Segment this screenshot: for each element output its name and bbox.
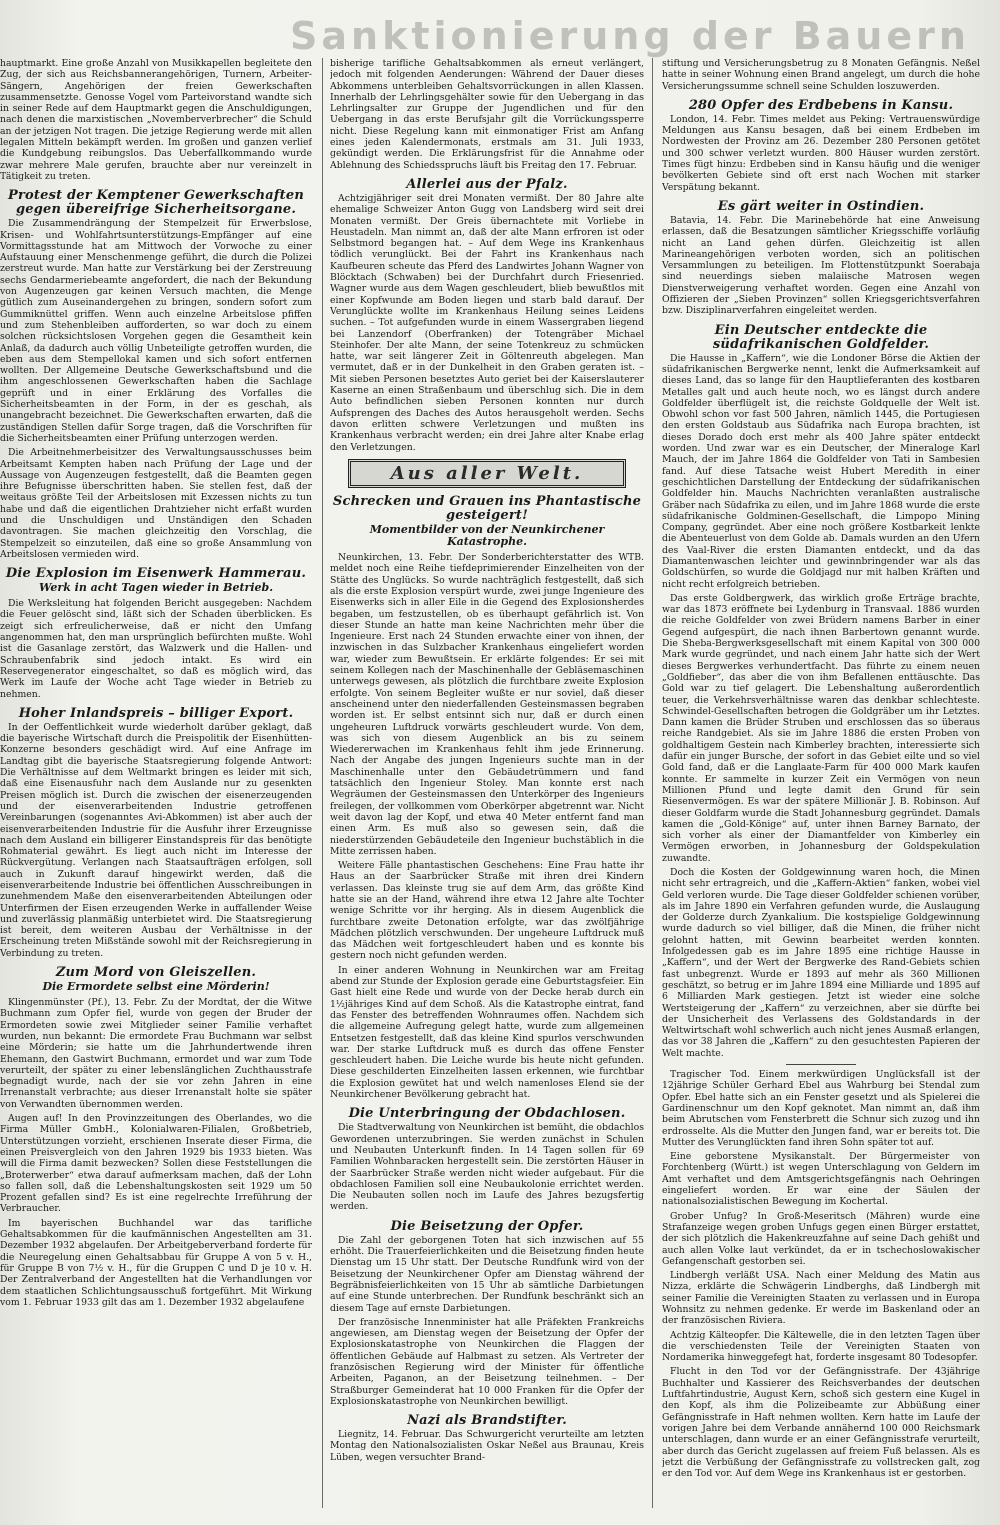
col3-p3: Batavia, 14. Febr. Die Marinebehörde hat eine Anweisung erlassen, daß die Besatzungen sämtlicher Kriegsschiffe vorläufig nicht an Land gehen dürfen. Gleichzeitig ist allen Marineangehörigen verboten worden, sich an politischen Versammlungen zu beteiligen. Im Flottenstützpunkt Soerabaja sind neuerdings sieben malaiische Matrosen wegen Dienstverweigerung verhaftet worden. Gegen eine Anzahl von Offizieren der „Sieben Provinzen“ sollen Kriegsgerichtsverfahren bzw. Disziplinarverfahren eingeleitet werden. xyxy=(662,214,980,317)
col3-p6: Doch die Kosten der Goldgewinnung waren hoch, die Minen nicht sehr ertragreich, und die „Kaffern-Aktien“ fanken, wobei viel Geld verloren wurde. Die Tage dieser Goldfelder schienen vorüber, als im Jahre 1890 ein Verfahren gefunden wurde, die Auslaugung der Golderze durch Zyankalium. Die kostspielige Goldgewinnung wurde dadurch so viel billiger, daß die Minen, die früher nicht gelohnt hatten, mit Gewinn bearbeitet werden konnten. Infolgedessen gab es im Jahre 1895 eine richtige Hausse in „Kaffern“, und der Wert der Bergwerke des Rand-Gebiets schien fast unbegrenzt. Wurde er 1893 auf mehr als 360 Millionen geschätzt, so betrug er im Jahre 1894 eine Milliarde und 1895 auf 6 Milliarden Mark gestiegen. Jetzt ist wieder eine solche Wertsteigerung der „Kaffern“ zu verzeichnen, aber sie dürfte bei der Unsicherheit des Verlassens des Goldstandards in der Weltwirtschaft wohl schwerlich auch nicht jenes Ausmaß erlangen, das vor 38 Jahren die „Kaffern“ zu den gesuchtesten Papieren der Welt machte. xyxy=(662,867,980,1059)
column-3 xyxy=(662,58,980,1518)
col2-p9: Liegnitz, 14. Februar. Das Schwurgericht verurteilte am letzten Montag den Nationalsozialisten Oskar Neßel aus Braunau, Kreis Lüben, wegen versuchter Brand- xyxy=(330,1429,644,1463)
col1-p7: Im bayerischen Buchhandel war das tarifliche Gehaltsabkommen für die kaufmännischen Angestellten am 31. Dezember 1932 abgelaufen. Der Arbeitgeberverband forderte für die Neuregelung einen Gehaltsabbau für Gruppe A von 5 v. H., für Gruppe B von 7½ v. H., für die Gruppen C und D je 10 v. H. Der Zentralverband der Angestellten hat die Verhandlungen vor dem staatlichen Schlichtungsausschuß fortgeführt. Mit Wirkung vom 1. Februar 1933 gilt das am 1. Dezember 1932 abgelaufene xyxy=(0,1217,312,1308)
headline-explosion-hammerau: Die Explosion im Eisenwerk Hammerau. xyxy=(5,566,307,582)
masthead: Sanktionierung der Bauern xyxy=(290,14,970,58)
divider xyxy=(786,1064,856,1065)
headline-obdachlose: Die Unterbringung der Obdachlosen. xyxy=(348,1106,626,1122)
col1-p5: Klingenmünster (Pf.), 13. Febr. Zu der Mordtat, der die Witwe Buchmann zum Opfer fiel, wurde von gegen der Bruder der Ermordeten sowie zwei Mitglieder seiner Familie verhaftet wurden, nun bekannt: Die ermordete Frau Buchmann war selbst eine Mörderin; sie hatte um die Jahrhundertwende ihren Ehemann, den Gastwirt Buchmann, ermordet und war zum Tode verurteilt, der später zu einer lebenslänglichen Zuchthausstrafe begnadigt wurde, nach der sie vor zehn Jahren in eine Irrenanstalt verbrachte; aus dieser Irrenanstalt holte sie später von Verwandten übernommen werden. xyxy=(0,997,312,1110)
column-2 xyxy=(330,58,644,1518)
col1-intro: hauptmarkt. Eine große Anzahl von Musikkapellen begleitete den Zug, der sich aus Reichsbannerangehörigen, Turnern, Arbeiter-Sängern, Angehörigen der freien Gewerkschaften zusammensetzte. Genosse Vogel vom Parteivorstand wandte sich in seiner Rede auf dem Hauptmarkt gegen die Anschuldigungen, nach denen die marxistischen „Novemberverbrecher“ die Schuld an der jetzigen Not tragen. Die jetzige Regierung werde mit allen legalen Mitteln bekämpft werden. Im großen und ganzen verlief die Kundgebung reibungslos. Das Ueberfallkommando wurde zwar mehrere Male gerufen, brauchte aber nur vereinzelt in Tätigkeit zu treten. xyxy=(0,58,312,182)
headline-ostindien: Es gärt weiter in Ostindien. xyxy=(717,198,925,214)
col2-p1: bisherige tarifliche Gehaltsabkommen als erneut verlängert, jedoch mit folgenden Aenderungen: Während der Dauer dieses Abkommens unterbleiben Gehaltsvorrückungen in allen Klassen. Innerhalb der Lehrlingsgehälter sowie für den Uebergang in das Lehrlingsalter zur Gruppe der Jugendlichen und für den Uebergang in das erste Berufsjahr gilt die Vorrückungssperre nicht. Diese Regelung kann mit einmonatiger Frist am Anfang eines jeden Kalendermonats, erstmals am 31. Juli 1933, gekündigt werden. Die Erklärungsfrist für die Annahme oder Ablehnung des Schiedsspruchs läuft bis Freitag den 17. Februar. xyxy=(330,58,644,171)
headline-nazi-brandstifter: Nazi als Brandstifter. xyxy=(407,1413,567,1429)
col3-p1: stiftung und Versicherungsbetrug zu 8 Monaten Gefängnis. Neßel hatte in seiner Wohnung einen Brand angelegt, um durch die hohe Versicherungssumme schnell seine Schulden loszuwerden. xyxy=(662,58,980,92)
col1-p6: Augen auf! In den Provinzzeitungen des Oberlandes, wo die Firma Müller GmbH., Kolonialwaren-Filialen, Großbetrieb, Unterstützungen vorzieht, erschienen Inserate dieser Firma, die einen Preisvergleich von den Jahren 1929 bis 1933 bieten. Was will die Firma damit bezwecken? Sollen diese Feststellungen die „Broterwerber“ etwa darauf aufmerksam machen, daß der Lohn so fallen soll, daß die Lebenshaltungskosten seit 1929 um 50 Prozent gefallen sind? Es ist eine regelrechte Irreführung der Verbraucher. xyxy=(0,1113,312,1215)
headline-protest: Protest der Kemptener Gewerkschaften gegen übereifrige Sicherheitsorgane. xyxy=(8,188,304,218)
col2-p8: Der französische Innenminister hat alle Präfekten Frankreichs angewiesen, am Dienstag wegen der Beisetzung der Opfer der Explosionskatastrophe von Neunkirchen die Flaggen der öffentlichen Gebäude auf Halbmast zu setzen. Als Vertreter der französischen Regierung wird der Minister für öffentliche Arbeiten, Paganon, an der Beisetzung teilnehmen. – Der Straßburger Gemeinderat hat 10 000 Franken für die Opfer der Explosionskatastrophe von Neunkirchen bewilligt. xyxy=(330,1316,644,1407)
headline-allerlei: Allerlei aus der Pfalz. xyxy=(406,176,568,192)
subhead-ermordete: Die Ermordete selbst eine Mörderin! xyxy=(42,980,270,994)
subhead-momentbilder: Momentbilder von der Neunkirchener Katastrophe. xyxy=(369,523,605,549)
col2-p5: In einer anderen Wohnung in Neunkirchen war am Freitag abend zur Stunde der Explosion gerade eine Geburtstagsfeier. Ein Gast hielt eine Rede und wurde von der Decke herab durch ein 1½jähriges Kind auf dem Schoß. Als die Katastrophe eintrat, fand das Fenster des betreffenden Wohnraumes offen. Nachdem sich die allgemeine Aufregung gelegt hatte, wurde zum allgemeinen Entsetzen festgestellt, daß das kleine Kind spurlos verschwunden war. Der starke Luftdruck muß es durch das offene Fenster geschleudert haben. Die Leiche wurde bis heute nicht gefunden. Diese geschilderten Einzelheiten lassen erkennen, wie furchtbar die Explosion gewütet hat und welch namenloses Elend sie der Neunkirchener Bevölkerung gebracht hat. xyxy=(330,964,644,1101)
col2-p6: Die Stadtverwaltung von Neunkirchen ist bemüht, die obdachlos Gewordenen unterzubringen. Sie werden zunächst in Schulen und Neubauten Unterkunft finden. In 14 Tagen sollen für 69 Familien Wohnbaracken hergestellt sein. Die zerstörten Häuser in der Saarbrücker Straße werden nicht wieder aufgebaut. Für die obdachlosen Familien soll eine Neubaukolonie errichtet werden. Die Neubauten sollen noch im Laufe des Jahres bezugsfertig werden. xyxy=(330,1122,644,1213)
column-rule-2 xyxy=(652,58,653,1508)
col3-p2: London, 14. Febr. Times meldet aus Peking: Vertrauenswürdige Meldungen aus Kansu besagen, daß bei einem Erdbeben im Nordwesten der Provinz am 26. Dezember 280 Personen getötet und 300 schwer verletzt wurden. 800 Häuser wurden zerstört. Times fügt hinzu: Erdbeben sind in Kansu häufig und die weniger bevölkerten Gebiete sind oft erst nach Wochen mit starker Verspätung bekannt. xyxy=(662,113,980,193)
col3-p12: Flucht in den Tod vor der Gefängnisstrafe. Der 43jährige Buchhalter und Kassierer des Reichsverbandes der deutschen Luftfahrtindustrie, August Kern, schoß sich gestern eine Kugel in den Kopf, als ihm die Polizeibeamte zur Abbüßung einer Gefängnisstrafe in Haft nehmen wollten. Kern hatte im Laufe der vorigen Jahre bei dem Verbande annähernd 100 000 Reichsmark unterschlagen, dann wurde er an einer Gefängnisstrafe verurteilt, aber durch das Gericht zugelassen auf freiem Fuß belassen. Als es jetzt die Verbüßung der Gefängnisstrafe zu vollstrecken galt, zog er den Tod vor. Auf dem Wege ins Krankenhaus ist er gestorben. xyxy=(662,1366,980,1480)
col2-p2: Achtzigjähriger seit drei Monaten vermißt. Der 80 Jahre alte ehemalige Schweizer Anton Gugg von Landsberg wird seit drei Monaten vermißt. Der Greis übernachtete mit Vorliebe in Heustadeln. Man nimmt an, daß der alte Mann erfroren ist oder Selbstmord begangen hat. – Auf dem Wege ins Krankenhaus tödlich verunglückt. Bei der Fahrt ins Krankenhaus nach Kaufbeuren scheute das Pferd des Landwirtes Johann Wagner von Blöcktach (Schwaben) bei der Durchfahrt durch Friesenried. Wagner wurde aus dem Wagen geschleudert, blieb bewußtlos mit einer Kopfwunde am Boden liegen und starb bald darauf. Der Verunglückte wollte im Krankenhaus Heilung seines Leidens suchen. – Tot aufgefunden wurde in einem Wassergraben liegend bei Lanzendorf (Oberfranken) der Totengräber Michael Steinhofer. Der alte Mann, der seine Totenkreuz zu schmücken hatte, war seit längerer Zeit in Göltenreuth abgelegen. Man vermutet, daß er in der Dunkelheit in den Graben geraten ist. – Mit sieben Personen besetztes Auto geriet bei der Kaiserslauterer Kaserne an einen Straßenbaum und überschlug sich. Die in dem Auto befindlichen sieben Personen konnten nur durch Aufsprengen des Daches des Autos herausgeholt werden. Sechs davon erlitten schwere Verletzungen und mußten ins Krankenhaus verbracht werden; ein drei Jahre alter Knabe erlag den Verletzungen. xyxy=(330,192,644,453)
col3-p8: Eine geborstene Mysikanstalt. Der Bürgermeister von Forchtenberg (Württ.) ist wegen Unterschlagung von Geldern im Amt verhaftet und dem Amtsgerichtsgefängnis nach Oehringen eingeliefert worden. Er war eine der Säulen der nationalsozialistischen Bewegung im Kochertal. xyxy=(662,1151,980,1208)
col1-p3: Die Werksleitung hat folgenden Bericht ausgegeben: Nachdem die Feuer gelöscht sind, läßt sich der Schaden überblicken. Es zeigt sich erfreulicherweise, daß er nicht den Umfang angenommen hat, den man ursprünglich befürchten mußte. Wohl ist die Gasanlage zerstört, das Walzwerk und die Hallen- und Schraubenfabrik sind jedoch intakt. Es wird ein Reservegenerator eingeschaltet, so daß es möglich wird, das Werk im Laufe der Woche acht Tage wieder in Betrieb zu nehmen. xyxy=(0,598,312,700)
col2-p4: Weitere Fälle phantastischen Geschehens: Eine Frau hatte ihr Haus an der Saarbrücker Straße mit ihren drei Kindern verlassen. Das kleinste trug sie auf dem Arm, das größte Kind hatte sie an der Hand, während ihre etwa 12 Jahre alte Tochter wenige Schritte vor ihr herging. Als in diesem Augenblick die furchtbare zweite Detonation erfolgte, war das zwölfjährige Mädchen plötzlich verschwunden. Der ungeheure Luftdruck muß das Mädchen weit fortgeschleudert haben und es konnte bis gestern noch nicht gefunden werden. xyxy=(330,860,644,962)
col2-p3: Neunkirchen, 13. Febr. Der Sonderberichterstatter des WTB. meldet noch eine Reihe tiefdeprimierender Einzelheiten von der Stätte des Unglücks. So wurde nachträglich festgestellt, daß sich als die erste Explosion verspürt wurde, zwei junge Ingenieure des Eisenwerks sich in aller Eile in die Gegend des Explosionsherdes begaben, um festzustellen, ob es überhaupt gefährlich ist. Von dieser Stunde an hatte man keine Nachrichten mehr über die Ingenieure. Erst nach 24 Stunden erwachte einer von ihnen, der inzwischen in das Sulzbacher Krankenhaus eingeliefert worden war, wieder zum Bewußtsein. Er erklärte folgendes: Er sei mit seinem Kollegen nach der Maschinenhalle der Gebläsemaschinen unterwegs gewesen, als plötzlich die furchtbare zweite Explosion erfolgte. Von seinem Begleiter wußte er nur soviel, daß dieser anscheinend unter den niederfallenden Gesteinsmassen begraben worden ist. Er selbst entsinnt sich nur, daß er durch einen ungeheuren Luftdruck vorwärts geschleudert wurde. Von dem, was sich von diesem Augenblick an bis zu seinem Wiedererwachen im Krankenhaus fehlt ihm jede Erinnerung. Nach der Angabe des jungen Ingenieurs suchte man in der Maschinenhalle unter den Gebäudetrümmern und fand tatsächlich den Ingenieur Stoley. Man konnte erst nach Wegräumen der Gesteinsmassen den Unterkörper des Ingenieurs freilegen, der vollkommen vom Oberkörper abgetrennt war. Nicht weit davon lag der Kopf, und etwa 40 Meter entfernt fand man einen Arm. Es muß also so gewesen sein, daß die niederstürzenden Gebäudeteile den Ingenieur buchstäblich in die Mitte zerrissen haben. xyxy=(330,552,644,857)
headline-erdbeben-kansu: 280 Opfer des Erdbebens in Kansu. xyxy=(688,97,954,113)
headline-inlandspreis: Hoher Inlandspreis – billiger Export. xyxy=(18,705,294,721)
col1-p4: In der Oeffentlichkeit wurde wiederholt darüber geklagt, daß die bayerische Wirtschaft durch die Preispolitik der Eisenhütten-Konzerne besonders geschädigt wird. Auf eine Anfrage im Landtag gibt die bayerische Staatsregierung folgende Antwort: Die Verhältnisse auf dem Weltmarkt bringen es leider mit sich, daß eine Eisenausfuhr nach dem Auslande nur zu gesenkten Preisen möglich ist. Durch die zwischen der eisenerzeugenden und der eisenverarbeitenden Industrie getroffenen Vereinbarungen (sogenanntes Avi-Abkommen) ist aber auch der eisenverarbeitenden Industrie für die Ausfuhr ihrer Erzeugnisse nach dem Ausland ein billigerer Einstandspreis für das benötigte Rohmaterial gewährt. Es liegt auch nicht im Interesse der Rückvergütung. Verlangen nach Staatsaufträgen erfolgen, soll auch in Zukunft darauf hingewirkt werden, daß die eisenverarbeitende Industrie bei öffentlichen Ausschreibungen in zunehmendem Maße den eisenverarbeitenden Abteilungen oder Unterfirmen der Eisen erzeugenden Werke in auffallender Weise und zuverlässig planmäßig unterbietet wird. Die Staatsregierung ist bereit, dem weiteren Ausbau der Verhältnisse in der Erscheinung treten Mißstände sowohl mit der Reichsregierung in Verbindung zu treten. xyxy=(0,721,312,959)
col1-p2: Die Arbeitnehmerbeisitzer des Verwaltungsausschusses beim Arbeitsamt Kempten haben nach Prüfung der Lage und der Aussage von Augenzeugen festgestellt, daß die Beamten gegen ihre Befugnisse überschritten haben. Sie stellen fest, daß der weitaus größte Teil der Arbeitslosen mit Exzessen nichts zu tun habe und daß die eigentlichen Drahtzieher nicht erfaßt wurden und die Unschuldigen und Unständigen den Schaden davontragen. Sie machen gleichzeitig den Vorschlag, die Stempelzeit so einzuteilen, daß eine so große Ansammlung von Arbeitslosen vermieden wird. xyxy=(0,447,312,560)
col3-p9: Grober Unfug? In Groß-Meseritsch (Mähren) wurde eine Strafanzeige wegen groben Unfugs gegen einen Bürger erstattet, der sich plötzlich die Hakenkreuzfahne auf seine Dach gehißt und auch allen Volke laut verkündet, da er in tschechoslowakischer Gefangenschaft gestorben sei. xyxy=(662,1210,980,1267)
section-banner-aus-aller-welt: Aus aller Welt. xyxy=(348,459,626,488)
column-rule-1 xyxy=(322,58,323,1508)
col3-p7: Tragischer Tod. Einem merkwürdigen Unglücksfall ist der 12jährige Schüler Gerhard Ebel aus Wahrburg bei Stendal zum Opfer. Ebel hatte sich an ein Fenster gesetzt und als Spielerei die Gardinenschnur um den Kopf geknotet. Man nimmt an, daß ihm beim Abrutschen vom Fensterbrett die Schnur sich zuzog und ihn erdrosselte. Als die Mutter den Jungen fand, war er bereits tot. Die Mutter des Verunglückten fand ihren Sohn später tot auf. xyxy=(662,1069,980,1148)
col3-p10: Lindbergh verläßt USA. Nach einer Meldung des Matin aus Nizza, erklärte die Schwägerin Lindberghs, daß Lindbergh mit seiner Familie die Vereinigten Staaten zu verlassen und in Europa Wohnsitz zu nehmen gedenke. Er werde im Baskenland oder an der französischen Riviera. xyxy=(662,1270,980,1327)
col2-p7: Die Zahl der geborgenen Toten hat sich inzwischen auf 55 erhöht. Die Trauerfeierlichkeiten und die Beisetzung finden heute Dienstag um 15 Uhr statt. Der Deutsche Rundfunk wird von der Beisetzung der Neunkirchener Opfer am Dienstag während der Begräbnisfeierlichkeiten von 15 Uhr ab sämtliche Darbietungen auf eine Stunde unterbrechen. Der Rundfunk beschränkt sich an diesem Tage auf ernste Darbietungen. xyxy=(330,1234,644,1314)
col3-p4: Die Hausse in „Kaffern“, wie die Londoner Börse die Aktien der südafrikanischen Bergwerke nennt, lenkt die Aufmerksamkeit auf dieses Land, das so lange für den Hauptlieferanten des kostbaren Metalles galt und auch heute noch, wo es längst durch andere Goldfelder überflügelt ist, die reichste Goldquelle der Welt ist. Obwohl schon vor fast 500 Jahren, nämlich 1445, die Portugiesen den ersten Goldstaub aus Südafrika nach Europa brachten, ist dieses Dorado doch erst mehr als 400 Jahre später entdeckt worden. Und zwar war es ein Deutscher, der Mineraloge Karl Mauch, der im Jahre 1864 die Goldfelder von Tati in Sambesien fand. Auf diese Tatsache weist Hubert Meredith in einer geschichtlichen Darstellung der Entdeckung der südafrikanischen Goldfelder hin. Mauchs Nachrichten veranlaßten australische Gräber nach Südafrika zu eilen, und im Jahre 1868 wurde die erste südafrikanische Goldminen-Gesellschaft, die Limpopo Mining Company, gegründet. Aber eine noch größere Kostbarkeit lenkte die Abenteuerlust von dem Golde ab. Damals wurden an den Ufern des Vaal-River die ersten Diamanten entdeckt, und da das Diamantenwaschen leichter und gewinnbringender war als das Goldschürfen, so wurde die Goldjagd nur mit halben Kräften und nicht recht erfolgreich betrieben. xyxy=(662,352,980,590)
headline-mord-gleiszellen: Zum Mord von Gleiszellen. xyxy=(55,965,257,981)
col3-p5: Das erste Goldbergwerk, das wirklich große Erträge brachte, war das 1873 eröffnete bei Lydenburg in Transvaal. 1886 wurden die reiche Goldfelder von zwei Brüdern namens Barber in einer Gegend aufgespürt, die nach ihnen Barbertown genannt wurde. Die Sheba-Bergwerksgesellschaft mit einem Kapital von 300 000 Mark wurde gegründet, und nach einem Jahr hatte sich der Wert dieses Bergwerkes verhundertfacht. Das führte zu einem neuen „Goldfieber“, das aber die von ihm Befallenen enttäuschte. Das Gold war zu tief gelagert. Die Lebenshaltung außerordentlich teuer, die Verkehrsverhältnisse waren das denkbar schlechteste. Schwindel-Gesellschaften betrogen die Goldgräber um ihr Letztes. Dann kamen die Brüder Struben und erschlossen das so überaus reiche Randgebiet. Als sie im Jahre 1886 die ersten Proben von goldhaltigem Gestein nach Kimberley brachten, interessierte sich dafür ein junger Bursche, der sofort in das Gebiet eilte und so viel Gold fand, daß er die Langlaate-Farm für 400 000 Mark kaufen konnte. Er sammelte in kurzer Zeit ein Vermögen von neun Millionen Pfund und legte damit den Grund für sein Riesenvermögen. Es war der spätere Millionär J. B. Robinson. Auf dieser Goldfarm wurde die Stadt Johannesburg gegründet. Damals kamen die „Gold-Könige“ auf, unter ihnen Barney Barnato, der sich vorher als einer der Diamantfelder von Kimberley ein Vermögen erworben, in Johannesburg der Goldspekulation zuwandte. xyxy=(662,592,980,864)
column-1 xyxy=(0,58,312,1518)
headline-goldfelder: Ein Deutscher entdeckte die südafrikanischen Goldfelder. xyxy=(712,322,930,352)
col3-p11: Achtzig Kälteopfer. Die Kältewelle, die in den letzten Tagen über die verschiedensten Teile der Vereinigten Staaten von Nordamerika hinweggefegt hat, forderte insgesamt 80 Todesopfer. xyxy=(662,1329,980,1364)
subhead-werk-betrieb: Werk in acht Tagen wieder in Betrieb. xyxy=(38,581,274,595)
headline-schrecken: Schrecken und Grauen ins Phantastische gesteigert! xyxy=(332,494,642,524)
headline-beisetzung: Die Beisetzung der Opfer. xyxy=(390,1218,584,1234)
col1-p1: Die Zusammendrängung der Stempelzeit für Erwerbslose, Krisen- und Wohlfahrtsunterstützungs-Empfänger auf eine Vormittagsstunde hat am Mittwoch der Vorwoche zu einer Aufstauung einer Menschenmenge geführt, die durch die Polizei zerstreut wurde. Man hatte zur Verstärkung bei der Zerstreuung sechs Gendarmeriebeamte angefordert, die nach der Bekundung von Augenzeugen gar keinen Versuch machten, die Menge gütlich zum Auseinandergehen zu bringen, sondern sofort zum Gummiknüttel griffen. Wenn auch einzelne Arbeitslose pfiffen und zum Stehenbleiben aufforderten, so war doch zu einem solchen rücksichtslosen Vorgehen gegen die Gesamtheit kein Anlaß, da dadurch auch völlig Unbeteiligte getroffen wurden, die eben aus dem Stempellokal kamen und sich sofort entfernen wollten. Der Allgemeine Deutsche Gewerkschaftsbund und die ihm angeschlossenen Gewerkschaften haben die Sachlage geprüft und in einer Erklärung des Vorfalles die Sicherheitsbeamten in der Form, in der es geschah, als unangebracht bezeichnet. Die Gewerkschaften erwarten, daß die zuständigen Stellen dafür Sorge tragen, daß die Vorschriften für die Sicherheitsbeamten einer Prüfung unterzogen werden. xyxy=(0,218,312,444)
